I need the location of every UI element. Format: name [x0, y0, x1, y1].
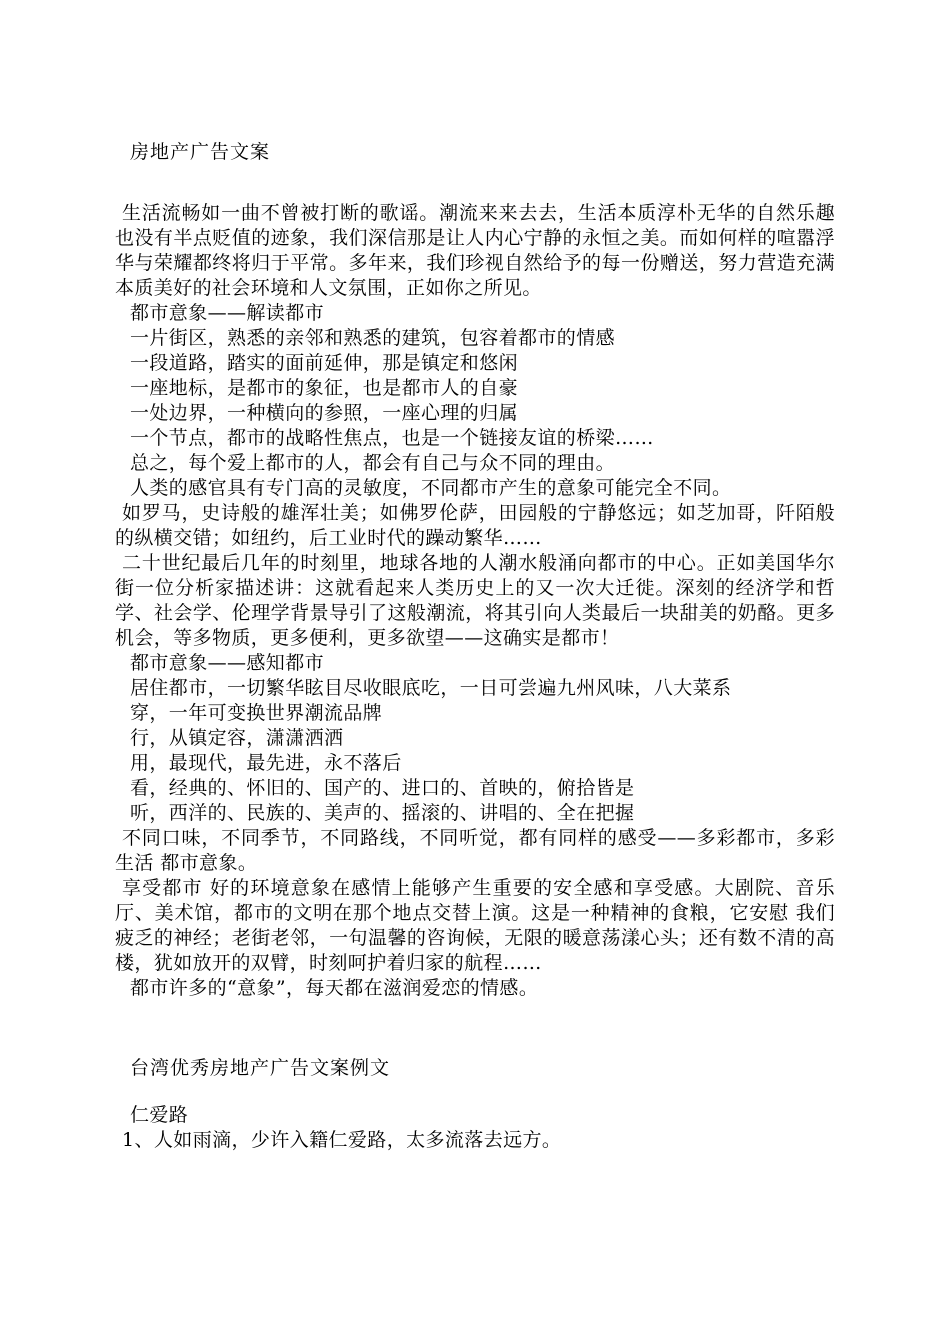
- cities-paragraph: 如罗马，史诗般的雄浑壮美；如佛罗伦萨，田园般的宁静悠远；如芝加哥，阡陌般的纵横交错；如纽约，后工业时代的躁动繁华……: [115, 502, 835, 549]
- enjoy-city-paragraph: 享受都市 好的环境意象在感情上能够产生重要的安全感和享受感。大剧院、音乐厅、美术馆，都市的文明在那个地点交替上演。这是一种精神的食粮，它安慰 我们疲乏的神经；老街老邻，一句温馨的咨询候，无限的暖意荡漾心头；还有数不清的高楼，犹如放开的双臂，时刻呵护着归家的航程……: [115, 877, 835, 974]
- spacer: [115, 1001, 835, 1056]
- text-line: 人类的感官具有专门高的灵敏度，不同都市产生的意象可能完全不同。: [130, 477, 732, 499]
- text-line: 看，经典的、怀旧的、国产的、进口的、首映的，俯拾皆是: [130, 777, 635, 799]
- text-line: 穿，一年可变换世界潮流品牌: [130, 702, 383, 724]
- text-line: 一处边界，一种横向的参照，一座心理的归属: [130, 402, 519, 424]
- section-heading-decode-city: 都市意象——解读都市: [130, 302, 325, 324]
- text-line: 一段道路，踏实的面前延伸，那是镇定和悠闲: [130, 352, 519, 374]
- text-line: 一个节点，都市的战略性焦点，也是一个链接友谊的桥梁……: [130, 427, 654, 449]
- migration-paragraph: 二十世纪最后几年的时刻里，地球各地的人潮水般涌向都市的中心。正如美国华尔街一位分析家描述讲：这就看起来人类历史上的又一次大迁徙。深刻的经济学和哲学、社会学、伦理学背景导引了这般潮流，将其引向人类最后一块甜美的奶酪。更多机会，等多物质，更多便利，更多欲望——这确实是都市！: [115, 552, 835, 649]
- text-line: 听，西洋的、民族的、美声的、摇滚的、讲唱的、全在把握: [130, 802, 635, 824]
- text-line: 居住都市，一切繁华眩目尽收眼底吃，一日可尝遍九州风味，八大菜系: [130, 677, 732, 699]
- spacer: [115, 1081, 835, 1103]
- text-line: 都市许多的“意象”，每天都在滋润爱恋的情感。: [130, 977, 539, 999]
- text-line: 行，从镇定容，潇潇洒洒: [130, 727, 344, 749]
- spacer: [115, 165, 835, 201]
- colorful-city-paragraph: 不同口味，不同季节，不同路线，不同听觉，都有同样的感受——多彩都市，多彩生活 都市意象。: [115, 827, 835, 874]
- document-page: [115, 140, 835, 1153]
- text-line: 一座地标，是都市的象征，也是都市人的自豪: [130, 377, 519, 399]
- document-title: 房地产广告文案: [130, 141, 271, 163]
- list-item: 1、人如雨滴，少许入籍仁爱路，太多流落去远方。: [122, 1129, 562, 1151]
- second-title: 台湾优秀房地产广告文案例文: [130, 1057, 391, 1079]
- sub-title: 仁爱路: [130, 1104, 189, 1126]
- text-line: 一片街区，熟悉的亲邻和熟悉的建筑，包容着都市的情感: [130, 327, 616, 349]
- intro-paragraph: 生活流畅如一曲不曾被打断的歌谣。潮流来来去去，生活本质淳朴无华的自然乐趣也没有半点贬值的迹象，我们深信那是让人内心宁静的永恒之美。而如何样的喧嚣浮华与荣耀都终将归于平常。多年来，我们珍视自然给予的每一份赠送，努力营造充满本质美好的社会环境和人文氛围，正如你之所见。: [115, 202, 835, 299]
- section-heading-perceive-city: 都市意象——感知都市: [130, 652, 325, 674]
- text-line: 总之，每个爱上都市的人，都会有自己与众不同的理由。: [130, 452, 616, 474]
- text-line: 用，最现代，最先进，永不落后: [130, 752, 402, 774]
